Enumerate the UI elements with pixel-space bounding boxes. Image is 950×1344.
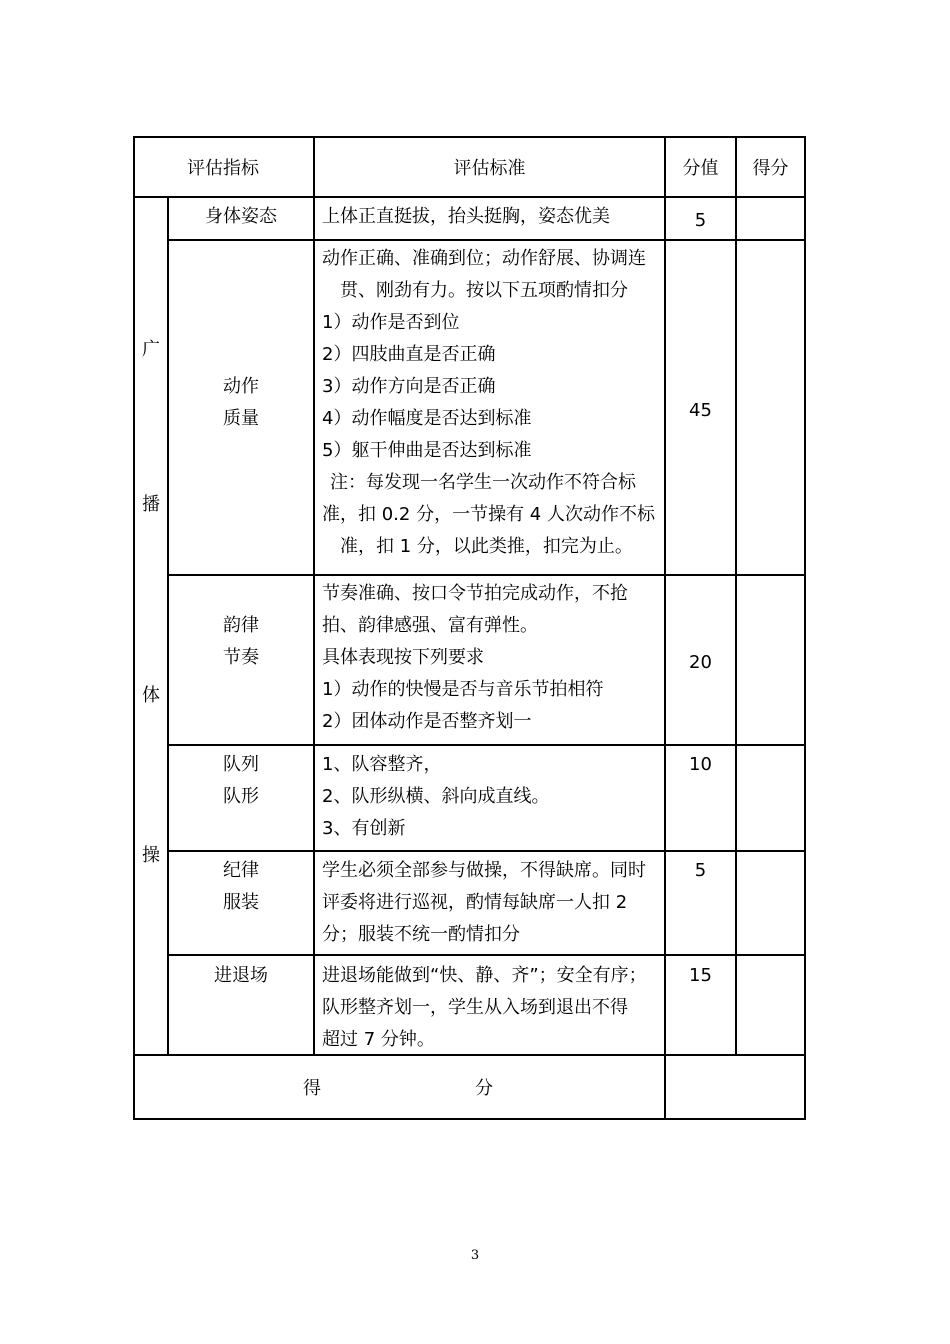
- page-number: 3: [470, 1248, 480, 1263]
- score-value: 15: [689, 965, 712, 986]
- standard-text: 动作正确、准确到位；动作舒展、协调连: [322, 248, 646, 269]
- standard-text: 队形整齐划一，学生从入场到退出不得: [322, 997, 628, 1018]
- score-value: 10: [689, 754, 712, 775]
- standard-text: 评委将进行巡视，酌情每缺席一人扣 2: [322, 892, 628, 913]
- indicator-label: 队列: [223, 754, 259, 775]
- standard-text: 2）四肢曲直是否正确: [322, 344, 496, 365]
- standard-text: 1）动作是否到位: [322, 312, 460, 333]
- category-char: 操: [142, 845, 160, 866]
- table-row-divider: [167, 954, 806, 956]
- total-score-label: 得: [303, 1078, 321, 1099]
- total-score-label: 分: [475, 1078, 493, 1099]
- standard-text: 准，扣 0.2 分，一节操有 4 人次动作不标: [322, 504, 655, 525]
- indicator-label: 服装: [223, 892, 259, 913]
- table-border-right: [804, 136, 806, 1120]
- standard-text: 拍、韵律感强、富有弹性。: [322, 615, 538, 636]
- table-row-divider: [167, 574, 806, 576]
- header-score-obtained: 得分: [752, 158, 789, 179]
- table-border-top: [133, 136, 806, 138]
- table-row-divider: [133, 1054, 806, 1056]
- standard-text: 具体表现按下列要求: [322, 647, 484, 668]
- standard-text: 4）动作幅度是否达到标准: [322, 408, 532, 429]
- standard-text: 1）动作的快慢是否与音乐节拍相符: [322, 679, 604, 700]
- standard-text: 准，扣 1 分，以此类推，扣完为止。: [340, 536, 633, 557]
- header-score-value: 分值: [682, 158, 719, 179]
- standard-text: 贯、刚劲有力。按以下五项酌情扣分: [340, 280, 628, 301]
- indicator-label: 纪律: [223, 860, 259, 881]
- table-row-divider: [167, 744, 806, 746]
- table-row-divider: [167, 850, 806, 852]
- indicator-label: 队形: [223, 786, 259, 807]
- category-char: 播: [142, 494, 160, 515]
- indicator-label: 动作: [223, 376, 259, 397]
- standard-text: 分；服装不统一酌情扣分: [322, 924, 520, 945]
- indicator-label: 韵律: [223, 615, 259, 636]
- standard-text: 进退场能做到“快、静、齐”；安全有序；: [322, 965, 647, 986]
- table-border-left: [133, 136, 135, 1120]
- standard-text: 超过 7 分钟。: [322, 1029, 435, 1050]
- header-standard: 评估标准: [453, 158, 526, 179]
- score-value: 20: [689, 652, 712, 673]
- standard-text: 5）躯干伸曲是否达到标准: [322, 440, 532, 461]
- score-value: 5: [694, 210, 707, 231]
- standard-text: 3、有创新: [322, 818, 406, 839]
- table-border-bottom: [133, 1118, 806, 1120]
- standard-text: 学生必须全部参与做操，不得缺席。同时: [322, 860, 646, 881]
- header-indicator: 评估指标: [187, 158, 259, 179]
- standard-text: 2）团体动作是否整齐划一: [322, 711, 532, 732]
- table-row-divider: [133, 196, 806, 198]
- indicator-label: 进退场: [214, 965, 268, 986]
- indicator-label: 身体姿态: [205, 206, 277, 227]
- score-value: 5: [694, 860, 707, 881]
- standard-text: 1、队容整齐，: [322, 754, 442, 775]
- table-row-divider: [167, 239, 806, 241]
- standard-text: 节奏准确、按口令节拍完成动作，不抢: [322, 583, 628, 604]
- standard-text: 注：每发现一名学生一次动作不符合标: [330, 472, 636, 493]
- standard-text: 上体正直挺拔，抬头挺胸，姿态优美: [322, 206, 610, 227]
- table-col-divider: [313, 136, 315, 1056]
- category-char: 广: [142, 339, 160, 360]
- table-col-divider: [735, 136, 737, 1056]
- indicator-label: 节奏: [223, 647, 259, 668]
- standard-text: 3）动作方向是否正确: [322, 376, 496, 397]
- standard-text: 2、队形纵横、斜向成直线。: [322, 786, 550, 807]
- indicator-label: 质量: [223, 408, 259, 429]
- category-char: 体: [142, 685, 160, 706]
- score-value: 45: [689, 400, 712, 421]
